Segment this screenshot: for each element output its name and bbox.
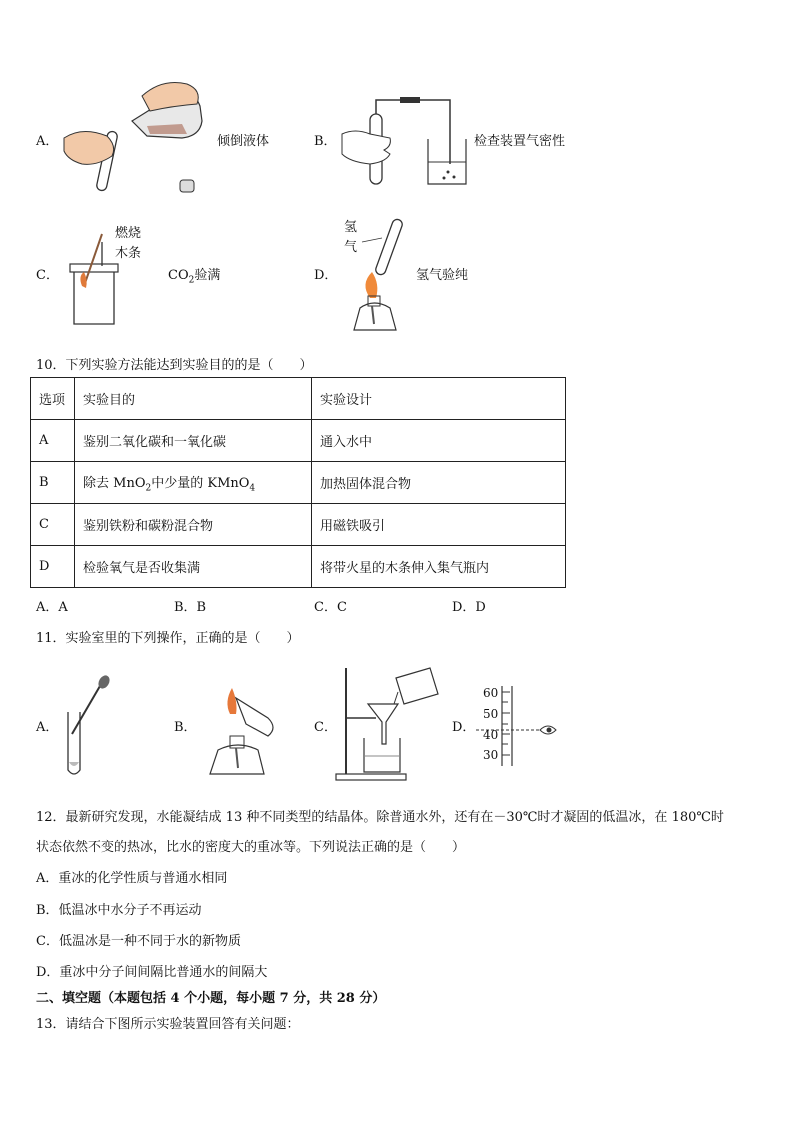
dropper-figure: [62, 674, 112, 778]
q12-stem-line2: 状态依然不变的热冰，比水的密度大的重冰等。下列说法正确的是（ ）: [36, 840, 466, 855]
q10-answer-a: A．A: [36, 600, 68, 615]
funnel-icon: [368, 704, 398, 744]
q10-stem: 10．下列实验方法能达到实验目的的是（ ）: [36, 358, 313, 373]
q11-option-c: C．: [314, 720, 337, 735]
row-option: A: [31, 420, 75, 462]
q10-answer-b: B．B: [174, 600, 207, 615]
row-goal: 鉴别铁粉和碳粉混合物: [75, 504, 312, 546]
pour-liquid-figure: [62, 76, 212, 196]
q12-option-c: C．低温冰是一种不同于水的新物质: [36, 934, 241, 949]
table-row: [31, 420, 566, 462]
row-goal: 检验氧气是否收集满: [75, 546, 312, 588]
row-design: 加热固体混合物: [312, 462, 566, 504]
beaker-icon: [428, 139, 466, 184]
hydrogen-label-1: 氢: [344, 220, 358, 235]
row-goal: 鉴别二氧化碳和一氧化碳: [75, 420, 312, 462]
table-row: [31, 504, 566, 546]
q11-option-b: B．: [174, 720, 197, 735]
test-tube-icon: [68, 712, 80, 774]
row-option: C: [31, 504, 75, 546]
q10-answer-c: C．C: [314, 600, 347, 615]
row-design: 通入水中: [312, 420, 566, 462]
q10-table: [30, 377, 566, 588]
filtration-figure: [334, 664, 444, 784]
lamp-lighting-figure: [198, 678, 288, 778]
q9-option-d-letter: D．: [314, 268, 338, 283]
q9-option-d-label: 氢气验纯: [416, 268, 469, 283]
q9-option-b-label: 检查装置气密性: [474, 134, 566, 149]
header-option: 选项: [31, 378, 75, 420]
burning-stick-label-2: 木条: [115, 246, 142, 261]
q9-option-c-letter: C．: [36, 268, 59, 283]
alcohol-lamp-icon: [354, 296, 396, 330]
scale-30: 30: [483, 748, 499, 762]
header-design: 实验设计: [312, 378, 566, 420]
row-option: D: [31, 546, 75, 588]
q11-stem: 11．实验室里的下列操作，正确的是（ ）: [36, 631, 300, 646]
q12-option-a: A．重冰的化学性质与普通水相同: [36, 871, 228, 886]
dropper-icon: [72, 674, 112, 734]
q10-answer-d: D．D: [452, 600, 486, 615]
q9-option-b-letter: B．: [314, 134, 337, 149]
q11-option-d: D．: [452, 720, 476, 735]
table-row: [31, 546, 566, 588]
q9-option-a-label: 倾倒液体: [217, 134, 270, 149]
table-header-row: [31, 378, 566, 420]
q11-option-a: A．: [36, 720, 59, 735]
q13-stem: 13．请结合下图所示实验装置回答有关问题：: [36, 1017, 300, 1032]
section-2-heading: 二、填空题（本题包括 4 个小题，每小题 7 分，共 28 分）: [36, 991, 386, 1006]
row-design: 用磁铁吸引: [312, 504, 566, 546]
hydrogen-label-2: 气: [344, 240, 358, 255]
q9-option-c-label: $CO_2$验满: [168, 268, 221, 286]
table-row: [31, 462, 566, 504]
row-design: 将带火星的木条伸入集气瓶内: [312, 546, 566, 588]
alcohol-lamp-icon: [210, 698, 273, 774]
pouring-beaker-icon: [394, 668, 438, 704]
row-goal: 除去 MnO$_2$中少量的 KMnO$_4$: [75, 462, 312, 504]
header-goal: 实验目的: [75, 378, 312, 420]
q12-option-b: B．低温冰中水分子不再运动: [36, 903, 202, 918]
q9-option-a-letter: A．: [36, 134, 59, 149]
airtightness-check-figure: [340, 94, 470, 189]
scale-50: 50: [483, 707, 499, 721]
scale-60: 60: [483, 686, 499, 700]
row-option: B: [31, 462, 75, 504]
eye-icon: [540, 726, 556, 734]
q12-option-d: D．重冰中分子间间隔比普通水的间隔大: [36, 965, 268, 980]
scale-40: 40: [483, 728, 499, 742]
burning-stick-label-1: 燃烧: [115, 226, 142, 241]
hydrogen-purity-figure: [340, 214, 410, 332]
q12-stem-line1: 12．最新研究发现，水能凝结成 13 种不同类型的结晶体。除普通水外，还有在－30℃时才凝固的低温冰，在 180℃时: [36, 810, 724, 825]
